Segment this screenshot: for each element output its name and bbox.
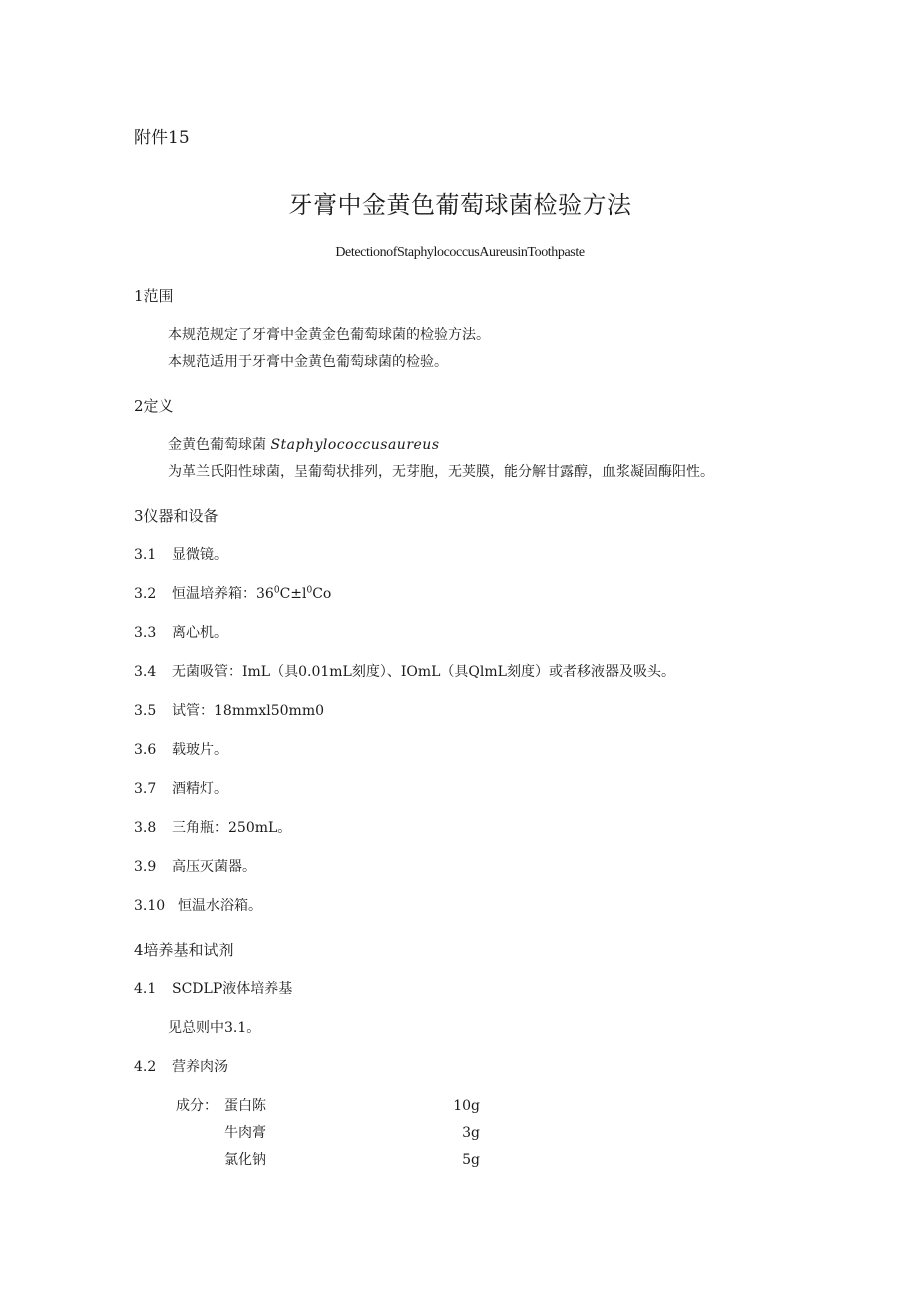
document-title: 牙膏中金黄色葡萄球菌检验方法 — [288, 191, 632, 219]
ingredient-name: 牛肉膏 — [224, 1125, 266, 1141]
item-number: 3.8 — [134, 820, 157, 836]
item-text — [172, 584, 331, 604]
ingredient-amount: 10g — [453, 1098, 480, 1114]
item-text: SCDLP液体培养基 — [172, 981, 293, 997]
scope-paragraph-2: 本规范适用于牙膏中金黄色葡萄球菌的检验。 — [168, 354, 448, 370]
definition-term — [168, 435, 440, 455]
attachment-label: 附件15 — [134, 128, 190, 148]
composition-prefix: 成分： — [176, 1098, 218, 1114]
item-number: 3.5 — [134, 703, 157, 719]
item-number: 3.10 — [134, 898, 166, 914]
item-number: 3.7 — [134, 781, 157, 797]
item-number: 3.3 — [134, 625, 157, 641]
ingredient-name: 氯化钠 — [224, 1152, 266, 1168]
section-heading-scope: 1范围 — [134, 287, 174, 305]
definition-term-latin: Staphylococcusaureus — [270, 437, 440, 453]
ingredient-amount: 5g — [462, 1152, 480, 1168]
section-heading-definition: 2定义 — [134, 397, 174, 415]
item-text: 三角瓶：250mL。 — [172, 820, 292, 836]
item-number: 3.2 — [134, 586, 157, 602]
scope-paragraph-1: 本规范规定了牙膏中金黄金色葡萄球菌的检验方法。 — [168, 327, 490, 343]
item-number: 4.1 — [134, 981, 157, 997]
section-heading-equipment: 3仪器和设备 — [134, 507, 219, 525]
item-text: 试管：18mmxl50mm0 — [172, 703, 325, 719]
ingredient-name: 蛋白陈 — [224, 1098, 266, 1114]
item-text: 显微镜。 — [172, 547, 228, 563]
item-text: 高压灭菌器。 — [172, 859, 256, 875]
item-number: 4.2 — [134, 1059, 157, 1075]
item-text: 酒精灯。 — [172, 781, 228, 797]
superscript: 0 — [306, 585, 313, 596]
item-text: 离心机。 — [172, 625, 228, 641]
superscript: 0 — [273, 585, 280, 596]
item-text: 无菌吸管：ImL（具0.01mL刻度）、IOmL（具QlmL刻度）或者移液器及吸头。 — [172, 664, 675, 680]
definition-text: 为革兰氏阳性球菌，呈葡萄状排列，无芽胞，无荚膜，能分解甘露醇，血浆凝固酶阳性。 — [168, 464, 714, 480]
document-subtitle: DetectionofStaphylococcusAureusinToothpaste — [335, 245, 585, 260]
item-number: 3.1 — [134, 547, 157, 563]
item-note: 见总则中3.1。 — [168, 1020, 261, 1036]
item-text-part: C±l — [279, 586, 307, 602]
item-text: 营养肉汤 — [172, 1059, 228, 1075]
item-text-part: Co — [312, 586, 332, 602]
item-number: 3.9 — [134, 859, 157, 875]
ingredient-amount: 3g — [462, 1125, 480, 1141]
section-heading-media: 4培养基和试剂 — [134, 941, 234, 959]
item-text: 恒温水浴箱。 — [178, 898, 262, 914]
item-text-part: 恒温培养箱：36 — [172, 586, 274, 602]
definition-term-cn: 金黄色葡萄球菌 — [168, 437, 266, 453]
item-text: 载玻片。 — [172, 742, 228, 758]
item-number: 3.6 — [134, 742, 157, 758]
item-number: 3.4 — [134, 664, 157, 680]
